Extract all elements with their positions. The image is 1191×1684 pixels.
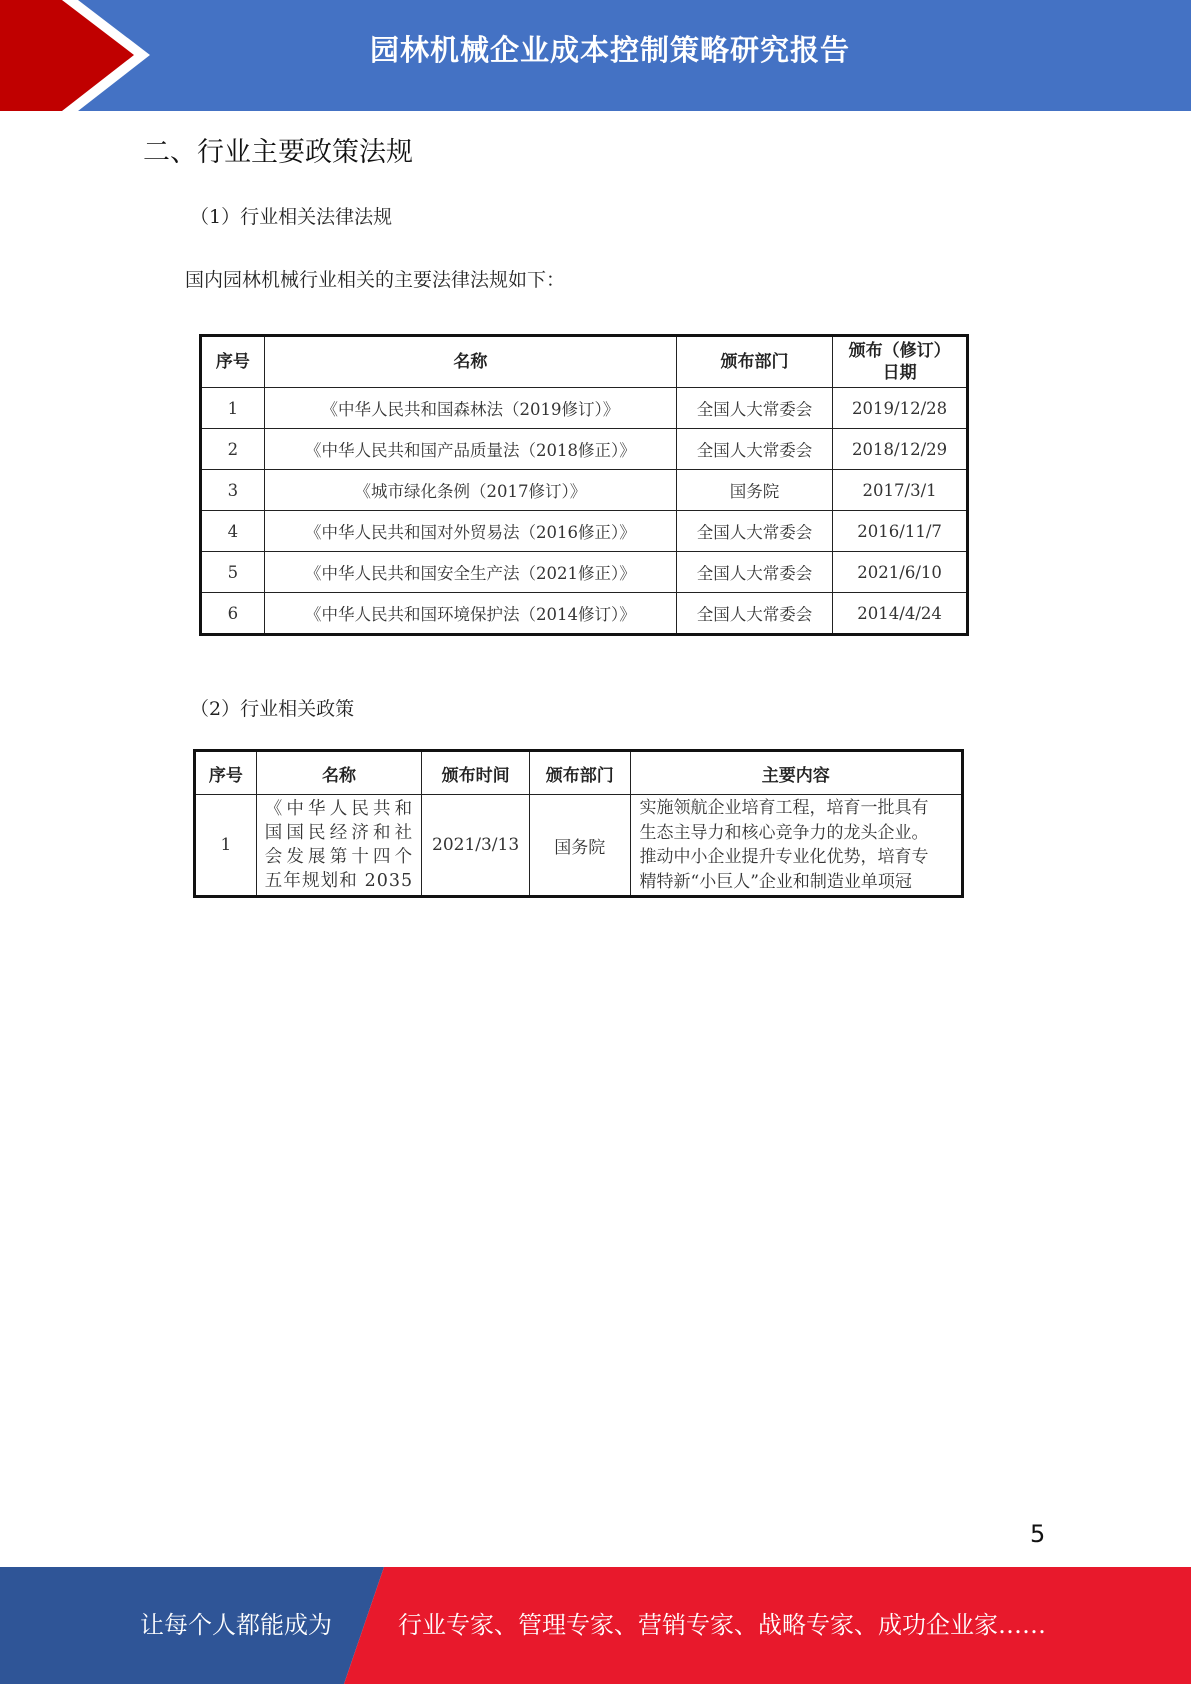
policy-header-date: 颁布时间 <box>422 751 530 795</box>
footer-slogan-left: 让每个人都能成为 <box>140 1611 332 1639</box>
law-date: 2016/11/7 <box>833 511 968 552</box>
policy-no: 1 <box>195 795 257 897</box>
law-no: 1 <box>201 388 265 429</box>
law-no: 6 <box>201 593 265 635</box>
law-date: 2021/6/10 <box>833 552 968 593</box>
law-dept: 国务院 <box>676 470 832 511</box>
law-date: 2014/4/24 <box>833 593 968 635</box>
law-date: 2019/12/28 <box>833 388 968 429</box>
policy-date: 2021/3/13 <box>422 795 530 897</box>
law-dept: 全国人大常委会 <box>676 593 832 635</box>
policy-name <box>256 795 421 897</box>
law-dept: 全国人大常委会 <box>676 429 832 470</box>
table-row <box>201 429 968 470</box>
laws-table <box>199 334 969 636</box>
policy-name-line: 会发展第十四个 <box>264 847 414 867</box>
policy-content-line: 精特新“小巨人”企业和制造业单项冠 <box>639 871 912 892</box>
policy-content-line: 生态主导力和核心竞争力的龙头企业。 <box>639 822 929 843</box>
law-name: 《中华人民共和国安全生产法（2021修正）》 <box>264 552 676 593</box>
law-no: 4 <box>201 511 265 552</box>
law-name: 《城市绿化条例（2017修订）》 <box>264 470 676 511</box>
table-row <box>201 552 968 593</box>
law-name: 《中华人民共和国对外贸易法（2016修正）》 <box>264 511 676 552</box>
table-row <box>201 593 968 635</box>
table-row <box>195 795 963 897</box>
page-footer <box>0 1567 1191 1684</box>
laws-header-date-line2: 日期 <box>882 363 917 383</box>
policy-content-line: 实施领航企业培育工程，培育一批具有 <box>639 798 929 818</box>
law-no: 5 <box>201 552 265 593</box>
laws-header-date <box>833 336 968 388</box>
law-dept: 全国人大常委会 <box>676 388 832 429</box>
table-row <box>201 388 968 429</box>
policy-dept: 国务院 <box>530 795 631 897</box>
law-name: 《中华人民共和国森林法（2019修订）》 <box>264 388 676 429</box>
law-name: 《中华人民共和国产品质量法（2018修正）》 <box>264 429 676 470</box>
law-date: 2018/12/29 <box>833 429 968 470</box>
laws-header-name: 名称 <box>264 336 676 388</box>
laws-intro-text: 国内园林机械行业相关的主要法律法规如下： <box>185 269 566 291</box>
table-row <box>201 470 968 511</box>
subsection-policy-title: （2）行业相关政策 <box>190 698 355 720</box>
section-title: 二、行业主要政策法规 <box>143 137 413 168</box>
header-title: 园林机械企业成本控制策略研究报告 <box>369 33 850 67</box>
law-date: 2017/3/1 <box>833 470 968 511</box>
policy-name-line: 《中华人民共和 <box>264 799 414 819</box>
policy-name-line: 五年规划和 2035 <box>264 871 414 891</box>
laws-table-header-row <box>201 336 968 388</box>
policy-header-name: 名称 <box>256 751 421 795</box>
subsection-laws-title: （1）行业相关法律法规 <box>190 206 393 228</box>
policy-content-line: 推动中小企业提升专业化优势，培育专 <box>639 847 929 867</box>
law-no: 3 <box>201 470 265 511</box>
policy-name-line: 国国民经济和社 <box>264 823 414 843</box>
laws-header-date-line1: 颁布（修订） <box>848 341 951 361</box>
table-row <box>201 511 968 552</box>
law-dept: 全国人大常委会 <box>676 552 832 593</box>
laws-header-no: 序号 <box>201 336 265 388</box>
policy-table <box>193 749 964 898</box>
footer-slogan-right: 行业专家、管理专家、营销专家、战略专家、成功企业家…… <box>398 1611 1046 1639</box>
page-number: 5 <box>1030 1520 1046 1548</box>
policy-header-content: 主要内容 <box>630 751 962 795</box>
policy-table-header-row <box>195 751 963 795</box>
law-dept: 全国人大常委会 <box>676 511 832 552</box>
policy-header-no: 序号 <box>195 751 257 795</box>
page-header <box>0 0 1191 111</box>
law-no: 2 <box>201 429 265 470</box>
policy-header-dept: 颁布部门 <box>530 751 631 795</box>
law-name: 《中华人民共和国环境保护法（2014修订）》 <box>264 593 676 635</box>
laws-header-dept: 颁布部门 <box>676 336 832 388</box>
policy-content <box>630 795 962 897</box>
